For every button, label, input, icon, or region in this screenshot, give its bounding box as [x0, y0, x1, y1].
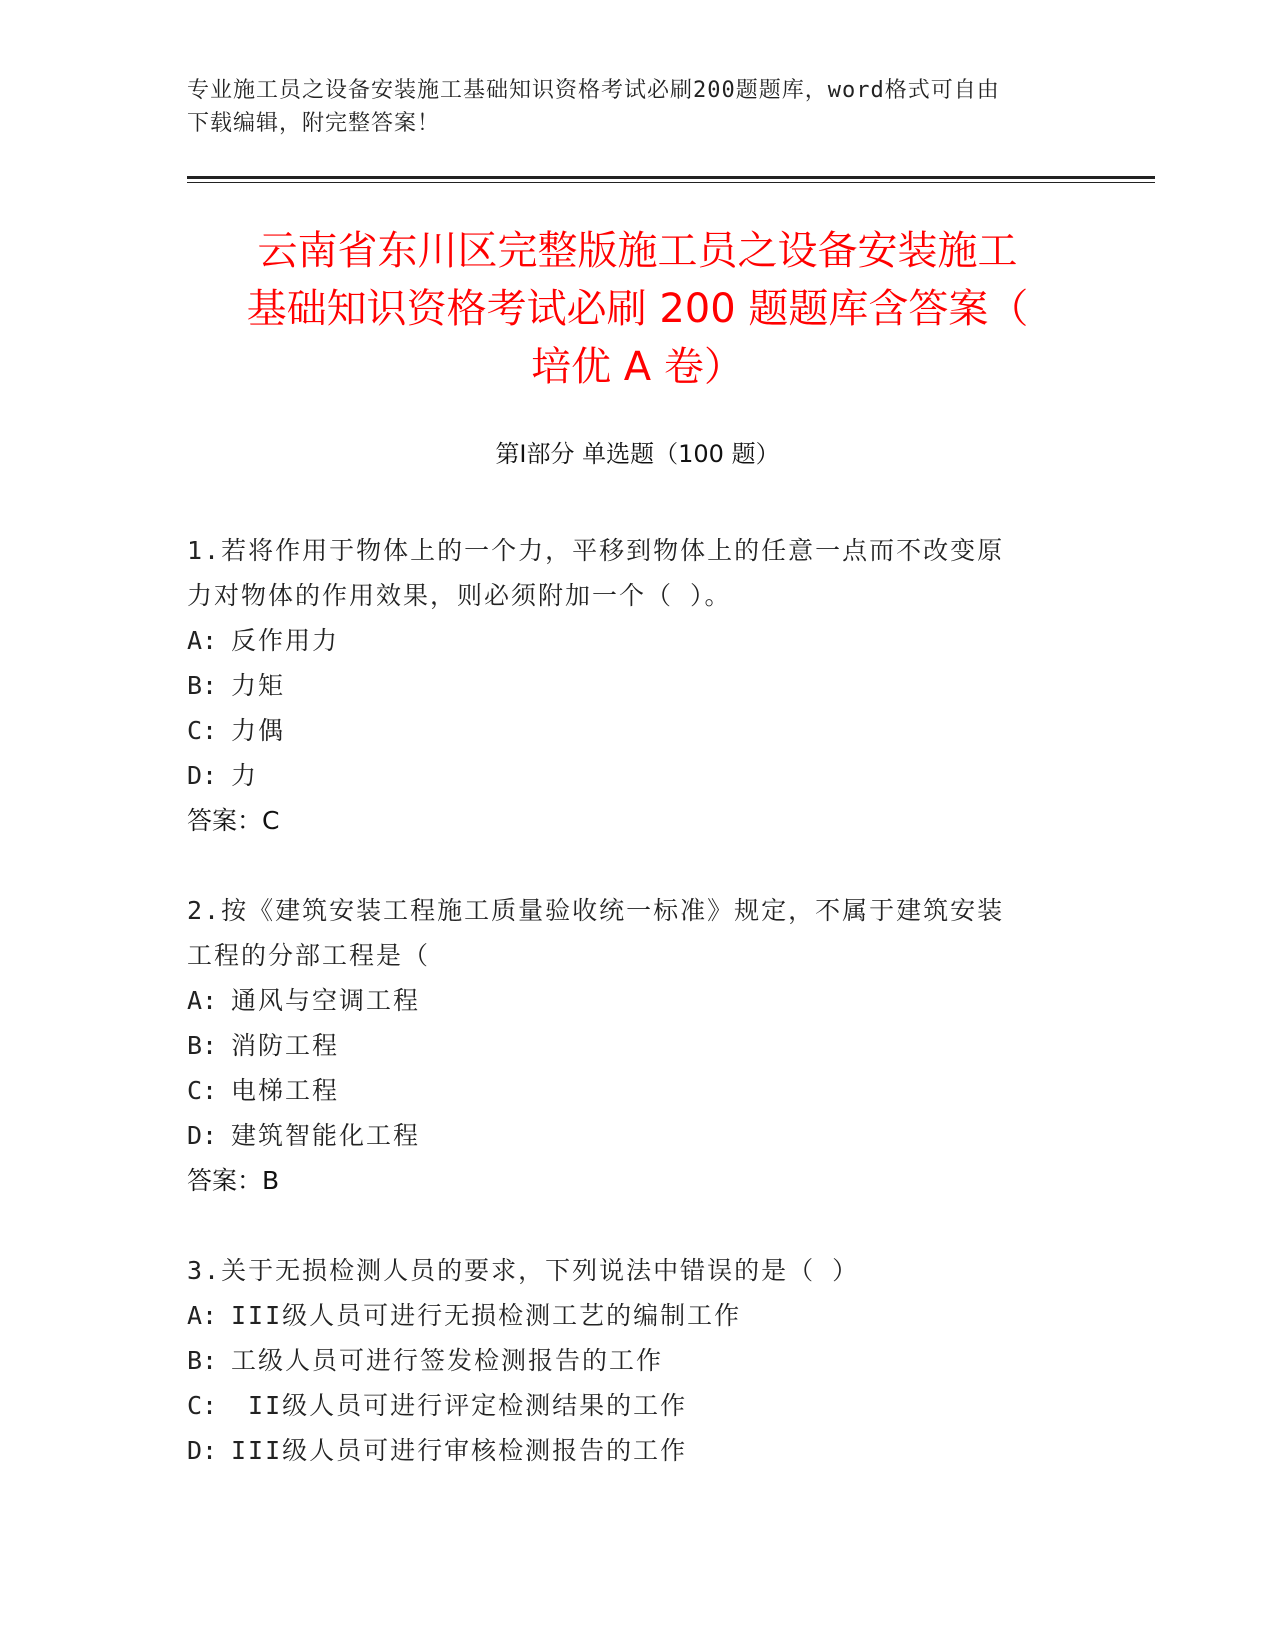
- header-divider-thick: [187, 176, 1155, 179]
- option-label: B:: [187, 1031, 218, 1060]
- option-text: II级人员可进行评定检测结果的工作: [231, 1391, 688, 1420]
- header-note: [187, 74, 1087, 140]
- question-spacer: [187, 843, 1087, 888]
- question-1: [187, 528, 1087, 843]
- section-title: 第Ⅰ部分 单选题（100 题）: [495, 440, 780, 468]
- option-text: 电梯工程: [231, 1076, 340, 1105]
- question-list: [187, 528, 1087, 1473]
- answer-line: 答案：C: [187, 806, 280, 835]
- question-stem: 力对物体的作用效果，则必须附加一个（ ）。: [187, 581, 732, 610]
- option-text: 建筑智能化工程: [231, 1121, 421, 1150]
- title-line: 培优 A 卷）: [531, 344, 744, 390]
- question-spacer: [187, 1203, 1087, 1248]
- option-d: [187, 753, 1087, 798]
- option-label: D:: [187, 1436, 218, 1465]
- option-text: III级人员可进行无损检测工艺的编制工作: [231, 1301, 742, 1330]
- option-text: 工级人员可进行签发检测报告的工作: [231, 1346, 664, 1375]
- option-text: 力矩: [231, 671, 286, 700]
- question-2: [187, 888, 1087, 1203]
- header-note-line: 下载编辑，附完整答案！: [187, 111, 441, 136]
- question-stem: 1.若将作用于物体上的一个力，平移到物体上的任意一点而不改变原: [187, 536, 1005, 565]
- title-line: 基础知识资格考试必刷 200 题题库含答案（: [246, 286, 1029, 332]
- option-text: 力偶: [231, 716, 286, 745]
- question-stem: 2.按《建筑安装工程施工质量验收统一标准》规定，不属于建筑安装: [187, 896, 1005, 925]
- option-c: [187, 1383, 1087, 1428]
- document-title: [140, 222, 1135, 396]
- question-stem: 工程的分部工程是（: [187, 941, 431, 970]
- option-label: D:: [187, 761, 218, 790]
- option-label: A:: [187, 626, 218, 655]
- option-text: 反作用力: [231, 626, 340, 655]
- option-label: B:: [187, 671, 218, 700]
- question-stem: 3.关于无损检测人员的要求，下列说法中错误的是（ ）: [187, 1256, 860, 1285]
- option-text: III级人员可进行审核检测报告的工作: [231, 1436, 688, 1465]
- option-text: 消防工程: [231, 1031, 340, 1060]
- option-text: 通风与空调工程: [231, 986, 421, 1015]
- answer-line: 答案：B: [187, 1166, 280, 1195]
- option-a: [187, 978, 1087, 1023]
- option-a: [187, 1293, 1087, 1338]
- option-c: [187, 1068, 1087, 1113]
- option-label: C:: [187, 1076, 218, 1105]
- title-line: 云南省东川区完整版施工员之设备安装施工: [257, 228, 1018, 274]
- option-a: [187, 618, 1087, 663]
- option-b: [187, 1023, 1087, 1068]
- option-d: [187, 1113, 1087, 1158]
- option-label: A:: [187, 1301, 218, 1330]
- question-3: [187, 1248, 1087, 1473]
- option-label: B:: [187, 1346, 218, 1375]
- option-d: [187, 1428, 1087, 1473]
- option-b: [187, 663, 1087, 708]
- option-b: [187, 1338, 1087, 1383]
- header-divider-thin: [187, 182, 1155, 183]
- option-text: 力: [231, 761, 259, 790]
- option-label: A:: [187, 986, 218, 1015]
- option-label: C:: [187, 716, 218, 745]
- option-label: D:: [187, 1121, 218, 1150]
- option-label: C:: [187, 1391, 218, 1420]
- header-note-line: 专业施工员之设备安装施工基础知识资格考试必刷200题题库，word格式可自由: [187, 78, 1000, 103]
- option-c: [187, 708, 1087, 753]
